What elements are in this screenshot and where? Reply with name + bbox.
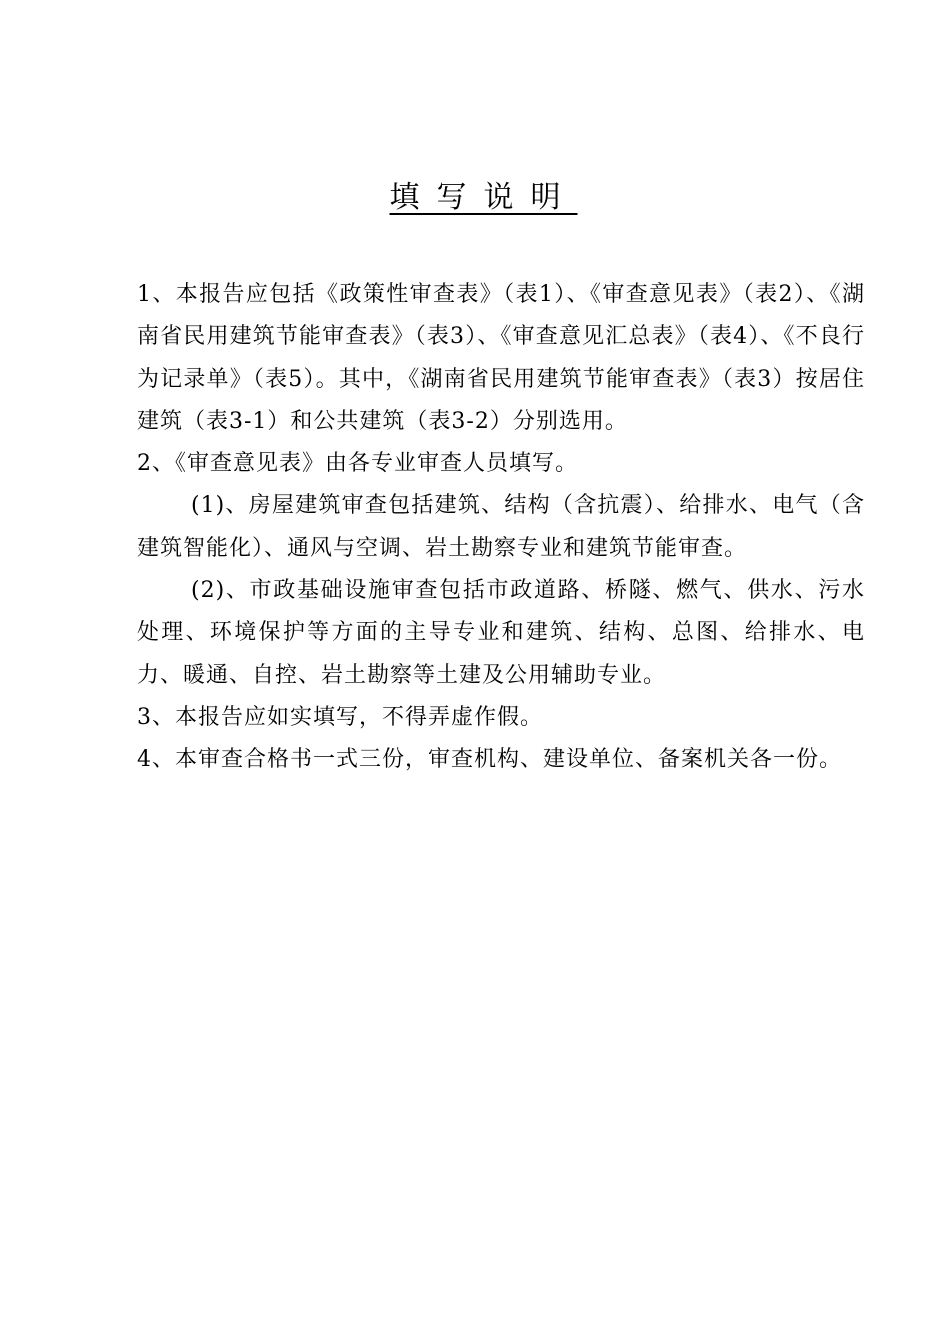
instruction-subitem-1: (1)、房屋建筑审查包括建筑、结构（含抗震）、给排水、电气（含建筑智能化）、通风与空调、岩土勘察专业和建筑节能审查。 (137, 493, 865, 561)
page-title (0, 178, 950, 218)
instruction-item-4: 4、本审查合格书一式三份，审查机构、建设单位、备案机关各一份。 (137, 747, 842, 773)
instruction-item-2: 2、《审查意见表》由各专业审查人员填写。 (137, 451, 578, 477)
instruction-item-3: 3、本报告应如实填写，不得弄虚作假。 (137, 704, 543, 730)
instruction-subitem-2: (2)、市政基础设施审查包括市政道路、桥隧、燃气、供水、污水处理、环境保护等方面的主导专业和建筑、结构、总图、给排水、电力、暖通、自控、岩土勘察等土建及公用辅助专业。 (137, 578, 865, 688)
page-title-text: 填写说明 (389, 180, 578, 215)
instructions-body (137, 274, 865, 782)
instruction-item-1: 1、本报告应包括《政策性审查表》（表1）、《审查意见表》（表2）、《湖南省民用建筑节能审查表》（表3）、《审查意见汇总表》（表4）、《不良行为记录单》（表5）。其中，《湖南省民用建筑节能审查表》（表3）按居住建筑（表3-1）和公共建筑（表3-2）分别选用。 (137, 282, 865, 434)
